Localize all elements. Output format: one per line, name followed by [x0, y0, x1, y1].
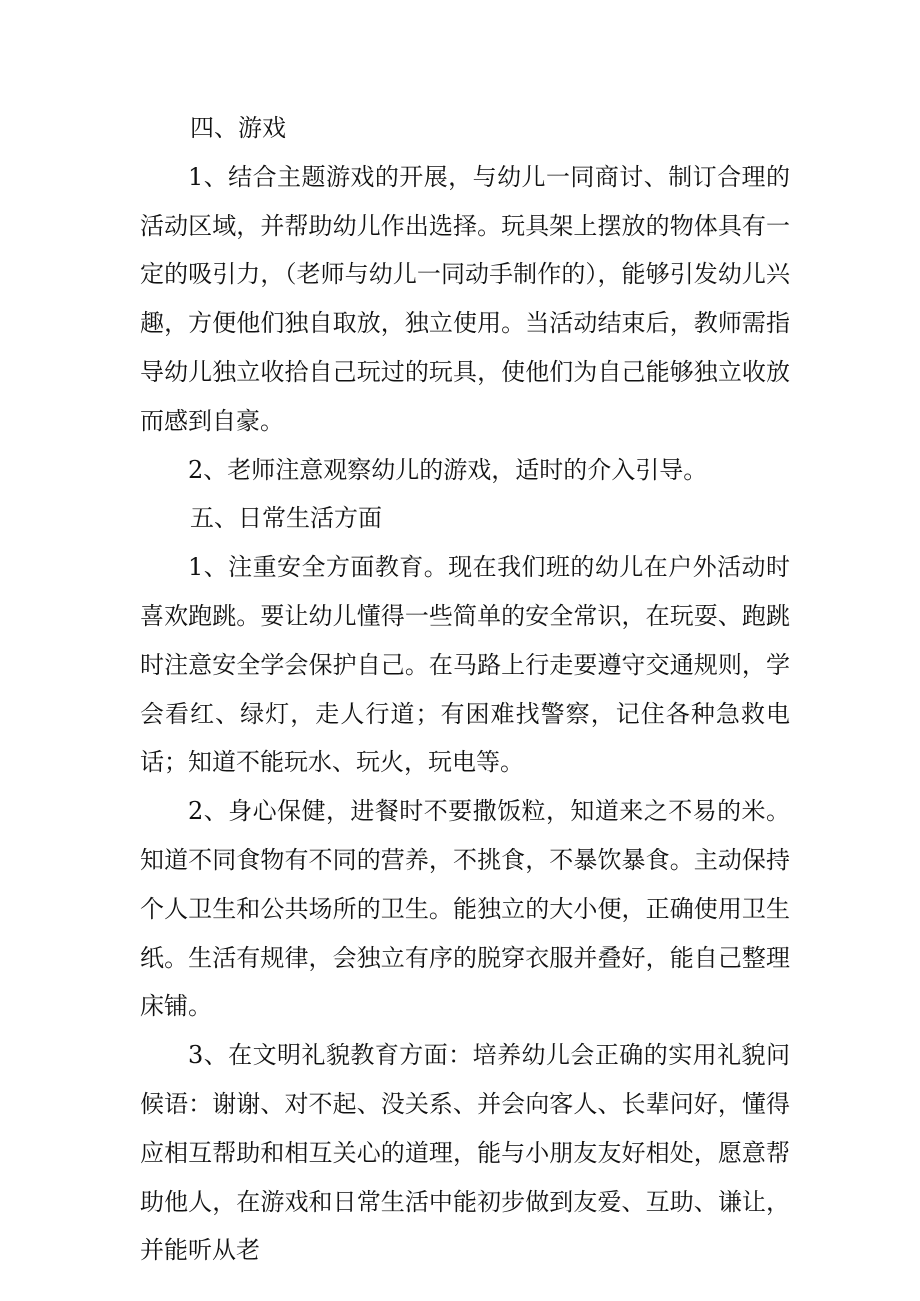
paragraph-daily-life-1: 1、注重安全方面教育。现在我们班的幼儿在户外活动时喜欢跑跳。要让幼儿懂得一些简单的安全常识，在玩耍、跑跳时注意安全学会保护自己。在马路上行走要遵守交通规则，学会看红、绿灯，走人行道；有困难找警察，记住各种急救电话；知道不能玩水、玩火，玩电等。 [140, 553, 790, 777]
section-heading-games: 四、游戏 [190, 114, 286, 142]
paragraph-daily-life-2: 2、身心保健，进餐时不要撒饭粒，知道来之不易的米。知道不同食物有不同的营养，不挑食，不暴饮暴食。主动保持个人卫生和公共场所的卫生。能独立的大小便，正确使用卫生纸。生活有规律，会独立有序的脱穿衣服并叠好，能自己整理床铺。 [140, 797, 790, 1021]
paragraph-daily-life-3: 3、在文明礼貌教育方面：培养幼儿会正确的实用礼貌问候语：谢谢、对不起、没关系、并会向客人、长辈问好，懂得应相互帮助和相互关心的道理，能与小朋友友好相处，愿意帮助他人，在游戏和日常生活中能初步做到友爱、互助、谦让，并能听从老 [140, 1041, 790, 1265]
section-heading-daily-life: 五、日常生活方面 [190, 504, 382, 533]
paragraph-games-2: 2、老师注意观察幼儿的游戏，适时的介入引导。 [188, 455, 708, 484]
paragraph-games-1: 1、结合主题游戏的开展，与幼儿一同商讨、制订合理的活动区域，并帮助幼儿作出选择。玩具架上摆放的物体具有一定的吸引力，（老师与幼儿一同动手制作的），能够引发幼儿兴趣，方便他们独自取放，独立使用。当活动结束后，教师需指导幼儿独立收拾自己玩过的玩具，使他们为自己能够独立收放而感到自豪。 [140, 162, 790, 435]
document-body [140, 104, 790, 1275]
